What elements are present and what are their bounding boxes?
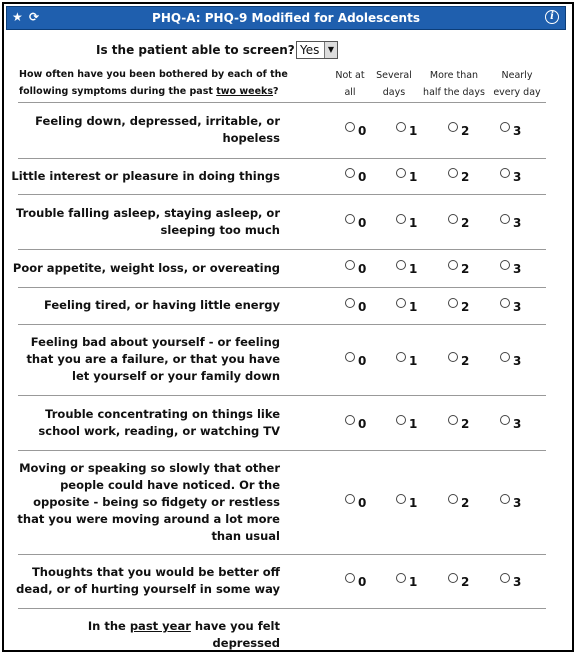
answer-option-1[interactable] [396,298,417,314]
answer-option-2[interactable] [448,168,469,184]
answer-option-1[interactable] [396,573,417,589]
radio-button[interactable] [448,214,458,224]
radio-button[interactable] [500,494,510,504]
option-value: 0 [358,262,367,276]
option-value: 0 [358,216,367,230]
radio-button[interactable] [448,168,458,178]
option-value: 3 [513,262,522,276]
answer-option-3[interactable] [500,122,521,138]
radio-button[interactable] [396,168,406,178]
radio-button[interactable] [396,122,406,132]
option-value: 1 [409,124,418,138]
question-row [18,287,546,324]
option-value: 3 [513,417,522,431]
option-value: 1 [409,496,418,510]
question-label: Trouble falling asleep, staying asleep, or sleeping too much [15,206,280,237]
question-label-past-year: In the past year have you felt depressed [87,619,280,650]
question-label: Thoughts that you would be better off dead, or of hurting yourself in some way [16,565,280,596]
answer-option-1[interactable] [396,122,417,138]
radio-button[interactable] [345,415,355,425]
answer-option-0[interactable] [345,214,366,230]
option-value: 1 [409,170,418,184]
answer-option-1[interactable] [396,352,417,368]
option-value: 3 [513,354,522,368]
star-icon[interactable]: ★ [12,10,23,24]
option-value: 2 [461,575,470,589]
answer-option-1[interactable] [396,415,417,431]
answer-option-2[interactable] [448,573,469,589]
answer-option-0[interactable] [345,260,366,276]
option-value: 0 [358,496,367,510]
option-value: 2 [461,216,470,230]
row-divider [18,608,546,609]
question-row [18,554,546,608]
question-row [15,194,546,249]
option-value: 0 [358,417,367,431]
question-label: Poor appetite, weight loss, or overeating [12,261,280,275]
answer-option-3[interactable] [500,494,521,510]
radio-button[interactable] [396,494,406,504]
answer-option-0[interactable] [345,415,366,431]
option-value: 3 [513,216,522,230]
radio-button[interactable] [500,415,510,425]
radio-button[interactable] [448,122,458,132]
answer-option-1[interactable] [396,168,417,184]
option-value: 0 [358,575,367,589]
answer-option-0[interactable] [345,298,366,314]
question-label: Trouble concentrating on things like school work, reading, or watching TV [38,407,280,438]
radio-button[interactable] [500,214,510,224]
question-label: Little interest or pleasure in doing things [11,169,280,183]
option-value: 3 [513,496,522,510]
answer-option-0[interactable] [345,573,366,589]
option-value: 3 [513,170,522,184]
info-icon[interactable]: i [545,10,559,24]
answer-option-2[interactable] [448,494,469,510]
option-value: 1 [409,354,418,368]
question-row [12,249,546,287]
question-label: Feeling bad about yourself - or feeling that you are a failure, or that you have let yourself or your family down [26,335,280,383]
answer-option-0[interactable] [345,352,366,368]
option-value: 2 [461,417,470,431]
option-value: 3 [513,300,522,314]
option-value: 2 [461,262,470,276]
radio-button[interactable] [345,260,355,270]
option-value: 1 [409,300,418,314]
radio-button[interactable] [500,573,510,583]
radio-button[interactable] [500,168,510,178]
screen-select[interactable] [296,41,338,59]
radio-button[interactable] [448,260,458,270]
question-row [18,102,546,158]
radio-button[interactable] [396,352,406,362]
answer-option-1[interactable] [396,260,417,276]
option-value: 2 [461,496,470,510]
radio-button[interactable] [500,122,510,132]
radio-button[interactable] [500,260,510,270]
dropdown-arrow-icon[interactable]: ▼ [324,42,337,58]
radio-button[interactable] [448,494,458,504]
screen-question: Is the patient able to screen? [96,43,295,57]
radio-button[interactable] [345,168,355,178]
title-bar [6,6,566,30]
radio-button[interactable] [396,260,406,270]
radio-button[interactable] [396,415,406,425]
option-value: 1 [409,262,418,276]
radio-button[interactable] [345,573,355,583]
radio-button[interactable] [448,298,458,308]
radio-button[interactable] [345,214,355,224]
radio-button[interactable] [345,122,355,132]
answer-option-1[interactable] [396,494,417,510]
option-value: 2 [461,170,470,184]
option-value: 1 [409,575,418,589]
answer-option-2[interactable] [448,214,469,230]
option-value: 2 [461,354,470,368]
answer-option-3[interactable] [500,260,521,276]
question-label: Feeling tired, or having little energy [43,298,280,312]
instructions: How often have you been bothered by each of the following symptoms during the past two weeks? [19,69,288,97]
answer-option-3[interactable] [500,352,521,368]
column-header: Not at all [335,70,365,98]
option-value: 2 [461,124,470,138]
option-value: 0 [358,300,367,314]
answer-option-0[interactable] [345,168,366,184]
radio-button[interactable] [345,298,355,308]
question-row [18,324,546,395]
radio-button[interactable] [500,298,510,308]
radio-button[interactable] [345,494,355,504]
column-header: Nearly every day [493,70,541,98]
radio-button[interactable] [396,298,406,308]
answer-option-2[interactable] [448,298,469,314]
option-value: 1 [409,417,418,431]
radio-button[interactable] [345,352,355,362]
answer-option-3[interactable] [500,415,521,431]
radio-button[interactable] [448,352,458,362]
question-label: Feeling down, depressed, irritable, or hopeless [35,114,280,145]
question-label: Moving or speaking so slowly that other people could have noticed. Or the opposite - being so fidgety or restless that you were moving around a lot more than usual [17,461,280,543]
option-value: 0 [358,354,367,368]
refresh-icon[interactable]: ⟳ [29,10,40,24]
question-row [11,158,546,194]
answer-option-2[interactable] [448,415,469,431]
question-row [18,395,546,450]
answer-option-3[interactable] [500,168,521,184]
option-value: 1 [409,216,418,230]
form-title: PHQ-A: PHQ-9 Modified for Adolescents [152,11,420,25]
screen-select-value: Yes [300,43,320,57]
option-value: 3 [513,575,522,589]
answer-option-0[interactable] [345,122,366,138]
column-header: More than half the days [423,70,485,98]
answer-option-2[interactable] [448,352,469,368]
column-header: Several days [376,70,412,98]
option-value: 2 [461,300,470,314]
answer-option-3[interactable] [500,298,521,314]
radio-button[interactable] [448,415,458,425]
answer-option-2[interactable] [448,122,469,138]
option-value: 0 [358,124,367,138]
answer-option-3[interactable] [500,573,521,589]
radio-button[interactable] [448,573,458,583]
radio-button[interactable] [396,573,406,583]
answer-option-3[interactable] [500,214,521,230]
option-value: 0 [358,170,367,184]
option-value: 3 [513,124,522,138]
answer-option-1[interactable] [396,214,417,230]
answer-option-2[interactable] [448,260,469,276]
radio-button[interactable] [396,214,406,224]
answer-option-0[interactable] [345,494,366,510]
radio-button[interactable] [500,352,510,362]
question-row [18,450,546,554]
